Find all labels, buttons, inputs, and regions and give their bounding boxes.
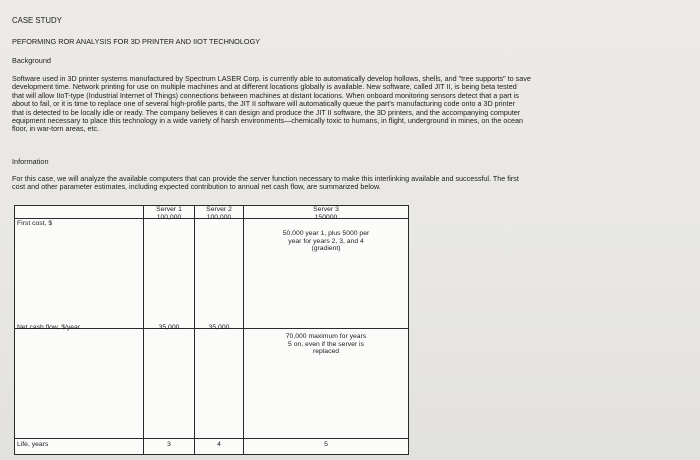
- background-line: equipment necessary to place this technology in a wide variety of harsh environments—chemically toxic to humans, in flight, underground in mines, on the ocean: [12, 116, 523, 126]
- background-heading: Background: [12, 56, 51, 65]
- header-server-3: Server 3: [313, 206, 339, 213]
- row-label-first-cost: First cost, $: [17, 220, 53, 227]
- background-line: that is detected to be locally idle or ready. The company believes it can design and produce the JIT II software, the 3D printers, and the accompanying computer: [12, 107, 521, 117]
- net-cash-flow-server-1: 35,000: [158, 324, 180, 331]
- background-line: about to fail, or it is time to replace one of several high-profile parts, the JIT II software will automatically queue the part's manufacturing code onto a 3D printer: [12, 99, 516, 109]
- net-cash-flow-server-3-note: 70,000 maximum for years 5 on, even if the server is replaced: [285, 333, 367, 356]
- first-cost-server-2: 100,000: [206, 214, 232, 221]
- background-line: that will allow IIoT-type (Industrial Internet of Things) connections between machines at distant locations. When onboard monitoring sensors detect that a part is: [12, 90, 519, 100]
- first-cost-server-3-note: 50,000 year 1, plus 5000 per year for years 2, 3, and 4 (gradient): [282, 230, 370, 253]
- header-server-1: Server 1: [156, 206, 182, 213]
- background-line: Software used in 3D printer systems manufactured by Spectrum LASER Corp. is currently able to automatically develop hollows, shells, and "tree supports" to save: [12, 74, 531, 83]
- case-study-subtitle: PEFORMING ROR ANALYSIS FOR 3D PRINTER AND IIOT TECHNOLOGY: [12, 37, 261, 46]
- net-cash-flow-server-2: 35,000: [208, 324, 230, 331]
- background-line: development time. Network printing for use on multiple machines and at different locations globally is available. New software, called JIT II, is being beta tested: [12, 82, 517, 92]
- life-server-3: 5: [324, 441, 328, 448]
- row-label-net-cash-flow: Net cash flow, $/year: [17, 324, 81, 331]
- background-paragraph: [12, 75, 672, 134]
- information-line: cost and other parameter estimates, including expected contribution to annual net cash flow, are summarized below.: [12, 182, 381, 192]
- life-server-1: 3: [167, 441, 171, 448]
- first-cost-server-1: 100,000: [156, 214, 182, 221]
- information-line: For this case, we will analyze the available computers that can provide the server function necessary to make this interlinking available and successful. The first: [12, 174, 519, 183]
- background-line: floor, in war-torn areas, etc.: [12, 124, 100, 134]
- life-server-2: 4: [217, 441, 221, 448]
- information-paragraph: [12, 175, 672, 192]
- information-heading: Information: [12, 157, 49, 166]
- first-cost-server-3: 150000: [314, 214, 338, 221]
- header-server-2: Server 2: [206, 206, 232, 213]
- row-label-life: Life, years: [17, 441, 49, 448]
- case-study-title: CASE STUDY: [12, 16, 62, 25]
